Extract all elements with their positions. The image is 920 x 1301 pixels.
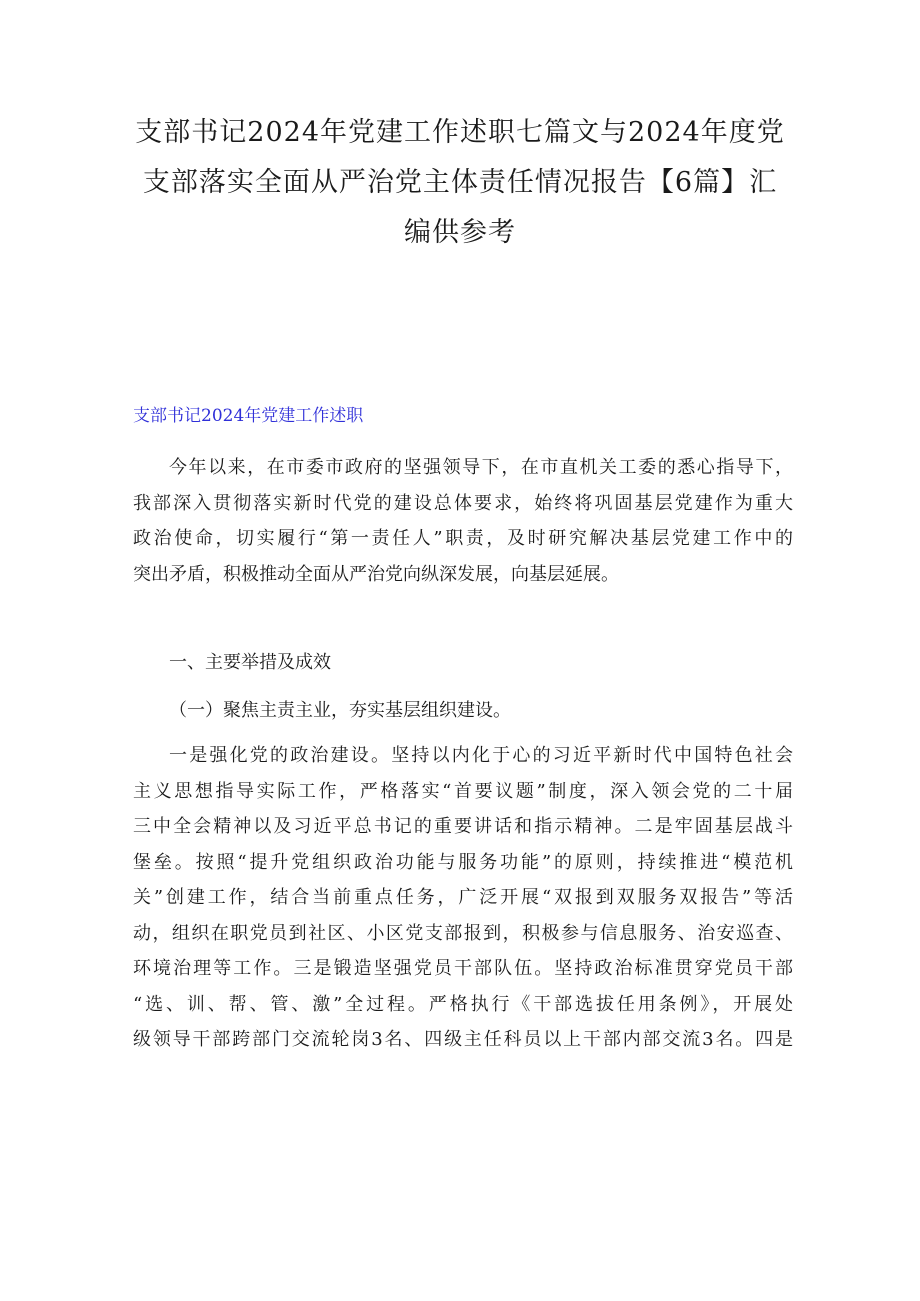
intro-line-4: 突出矛盾，积极推动全面从严治党向纵深发展，向基层延展。 — [133, 563, 619, 585]
main-line-9: 级领导干部跨部门交流轮岗3名、四级主任科员以上干部内部交流3名。四是 — [133, 1029, 793, 1050]
main-line-1: 一是强化党的政治建设。坚持以内化于心的习近平新时代中国特色社会 — [169, 745, 793, 766]
intro-paragraph — [133, 450, 793, 592]
section-heading: 支部书记2024年党建工作述职 — [133, 406, 364, 426]
main-paragraph — [133, 738, 793, 1058]
title-line-3: 编供参考 — [404, 217, 516, 248]
heading-level-2-text: （一）聚焦主责主业，夯实基层组织建设。 — [169, 700, 511, 721]
heading-level-1-text: 一、主要举措及成效 — [169, 652, 331, 673]
intro-line-2: 我部深入贯彻落实新时代党的建设总体要求，始终将巩固基层党建作为重大 — [133, 492, 793, 514]
main-line-4: 堡垒。按照“提升党组织政治功能与服务功能”的原则，持续推进“模范机 — [133, 851, 793, 873]
main-line-5: 关”创建工作，结合当前重点任务，广泛开展“双报到双服务双报告”等活 — [133, 887, 793, 908]
main-line-7: 环境治理等工作。三是锻造坚强党员干部队伍。坚持政治标准贯穿党员干部 — [133, 958, 793, 979]
heading-level-2 — [133, 693, 793, 729]
main-line-2: 主义思想指导实际工作，严格落实“首要议题”制度，深入领会党的二十届 — [133, 780, 793, 802]
main-line-3: 三中全会精神以及习近平总书记的重要讲话和指示精神。二是牢固基层战斗 — [133, 816, 793, 837]
main-line-8: “选、训、帮、管、激”全过程。严格执行《干部选拔任用条例》，开展处 — [133, 993, 793, 1015]
title-line-2: 支部落实全面从严治党主体责任情况报告【6篇】汇 — [142, 167, 778, 198]
title-line-1: 支部书记2024年党建工作述职七篇文与2024年度党 — [135, 117, 785, 148]
document-title — [120, 108, 800, 258]
intro-line-1: 今年以来，在市委市政府的坚强领导下，在市直机关工委的悉心指导下， — [169, 457, 793, 478]
intro-line-3: 政治使命，切实履行“第一责任人”职责，及时研究解决基层党建工作中的 — [133, 528, 793, 549]
main-line-6: 动，组织在职党员到社区、小区党支部报到，积极参与信息服务、治安巡查、 — [133, 922, 793, 944]
heading-level-1 — [133, 645, 793, 681]
